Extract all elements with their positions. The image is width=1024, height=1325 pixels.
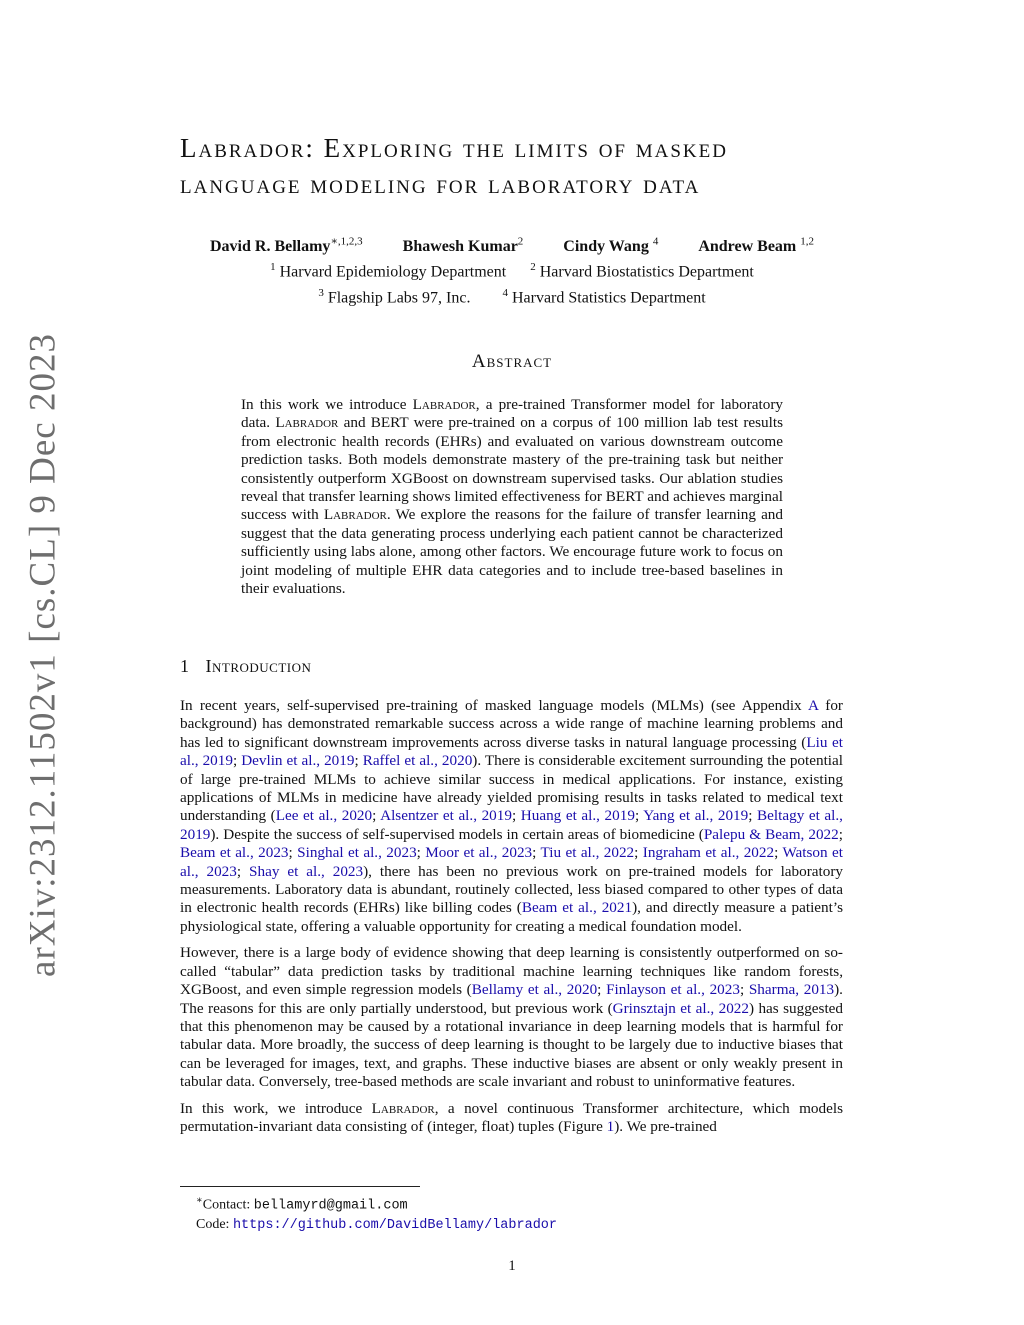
title-line-1: Labrador: Exploring the limits of masked (180, 133, 728, 163)
section-heading-introduction: 1 Introduction (180, 656, 312, 676)
citation-link[interactable]: Sharma, 2013 (748, 981, 835, 999)
footnote-code: Code: https://github.com/DavidBellamy/labrador (196, 1216, 558, 1233)
citation-link[interactable]: Singhal et al., 2023 (297, 844, 417, 862)
contact-email: bellamyrd@gmail.com (253, 1198, 408, 1214)
code-repository-link[interactable]: https://github.com/DavidBellamy/labrador (232, 1217, 558, 1233)
citation-link[interactable]: Raffel et al., 2020 (362, 752, 473, 770)
author: Cindy Wang $^4$ (563, 236, 659, 256)
introduction-body (180, 697, 843, 1144)
figure-link[interactable]: 1 (606, 1117, 615, 1135)
citation-link[interactable]: A (807, 697, 819, 714)
page-number: 1 (508, 1258, 516, 1274)
abstract-text: In this work we introduce Labrador, a pre-trained Transformer model for laboratory data. Labrador and BERT were pre-trained on a corpus of 100 million lab test results from electronic health records (EHRs) and evaluated on various downstream outcome prediction tasks. Both models demonstrate mastery of the pre-training task but neither consistently outperform XGBoost on downstream supervised tasks. Our ablation studies reveal that transfer learning shows limited effectiveness for BERT and achieves marginal success with Labrador. We explore the reasons for the failure of transfer learning and suggest that the data generating process underlying each patient cannot be characterized sufficiently using labs alone, among other factors. We encourage future work to focus on joint modeling of multiple EHR data categories and to include tree-based baselines in their evaluations. (241, 396, 783, 598)
citation-link[interactable]: Moor et al., 2023 (425, 844, 533, 862)
citation-link[interactable]: Yang et al., 2019 (643, 807, 749, 825)
affiliations-row-2: $^3$ Flagship Labs 97, Inc. $^4$ Harvard Statistics Department (318, 286, 706, 306)
citation-link[interactable]: Watson et al., 2023 (180, 844, 843, 880)
citation-link[interactable]: Shay et al., 2023 (249, 862, 364, 880)
affiliations-row-1: $^1$ Harvard Epidemiology Department $^2$ Harvard Biostatistics Department (270, 261, 754, 281)
citation-link[interactable]: Tiu et al., 2022 (540, 844, 635, 862)
title-line-2: language modeling for laboratory data (180, 169, 701, 199)
affiliation: Harvard Epidemiology Department (279, 263, 507, 281)
author: Bhawesh Kumar$^2$ (402, 236, 524, 256)
citation-link[interactable]: Huang et al., 2019 (520, 807, 635, 825)
citation-link[interactable]: Finlayson et al., 2023 (606, 981, 740, 999)
citation-link[interactable]: Alsentzer et al., 2019 (380, 807, 512, 825)
citation-link[interactable]: Ingraham et al., 2022 (642, 844, 775, 862)
footnote (196, 1192, 796, 1235)
citation-link[interactable]: Liu et al., 2019 (180, 733, 843, 770)
paragraph: In this work, we introduce Labrador, a novel continuous Transformer architecture, which models permutation-invariant data consisting of (integer, float) tuples (Figure 1). We pre-trained (180, 1099, 843, 1135)
paragraph: However, there is a large body of evidence showing that deep learning is consistently outperformed on so-called “tabular” data prediction tasks by traditional machine learning techniques like random forests, XGBoost, and even simple regression models (Bellamy et al., 2020; Finlayson et al., 2023; Sharma, 2013). The reasons for this are only partially understood, but previous work (Grinsztajn et al., 2022) has suggested that this phenomenon may be caused by a rotational invariance in deep learning models that is harmful for tabular data. More broadly, the success of deep learning is thought to be largely due to inductive biases that can be leveraged for images, text, and graphs. These inductive biases are absent or only weakly present in tabular data. Conversely, tree-based methods are scale invariant and robust to uninformative features. (180, 944, 844, 1091)
arxiv-sidebar (18, 333, 68, 977)
paper-title (180, 130, 860, 202)
author: Andrew Beam $^{1,2}$ (698, 236, 814, 256)
author: David R. Bellamy$^{∗,1,2,3}$ (209, 236, 363, 256)
author-names (170, 232, 854, 257)
citation-link[interactable]: Beam et al., 2021 (521, 899, 633, 917)
footnote-contact: ∗Contact: bellamyrd@gmail.com (196, 1195, 408, 1214)
affiliation: Harvard Statistics Department (511, 288, 706, 306)
footnote-divider (180, 1186, 420, 1187)
affiliation: Harvard Biostatistics Department (539, 263, 754, 281)
citation-link[interactable]: Lee et al., 2020 (275, 807, 373, 825)
citation-link[interactable]: Grinsztajn et al., 2022 (612, 999, 749, 1017)
abstract-heading: Abstract (471, 351, 553, 372)
author-block (170, 232, 854, 308)
citation-link[interactable]: Beltagy et al., 2019 (180, 807, 843, 843)
citation-link[interactable]: Bellamy et al., 2020 (471, 981, 598, 999)
paragraph: In recent years, self-supervised pre-training of masked language models (MLMs) (see Appendix A for background) has demonstrated remarkable success across a wide range of machine learning problems and has led to significant downstream improvements across diverse tasks in natural language processing (Liu et al., 2019; Devlin et al., 2019; Raffel et al., 2020). There is considerable excitement surrounding the potential of large pre-trained MLMs to achieve similar success in medical applications. For instance, existing applications of MLMs in medicine have already yielded promising results in tasks related to medical text understanding (Lee et al., 2020; Alsentzer et al., 2019; Huang et al., 2019; Yang et al., 2019; Beltagy et al., 2019). Despite the success of self-supervised models in certain areas of biomedicine (Palepu & Beam, 2022; Beam et al., 2023; Singhal et al., 2023; Moor et al., 2023; Tiu et al., 2022; Ingraham et al., 2022; Watson et al., 2023; Shay et al., 2023), there has been no previous work on pre-trained models for laboratory measurements. Laboratory data is abundant, routinely collected, less biased compared to other types of data in electronic health records (EHRs) like billing codes (Beam et al., 2021), and directly measure a patient’s physiological state, offering a valuable opportunity for creating a medical foundation model. (180, 697, 843, 935)
affiliation: Flagship Labs 97, Inc. (327, 288, 471, 306)
citation-link[interactable]: Palepu & Beam, 2022 (703, 825, 839, 843)
citation-link[interactable]: Beam et al., 2023 (180, 844, 289, 862)
arxiv-identifier: arXiv:2312.11502v1 [cs.CL] 9 Dec 2023 (22, 333, 64, 977)
citation-link[interactable]: Devlin et al., 2019 (241, 752, 355, 770)
